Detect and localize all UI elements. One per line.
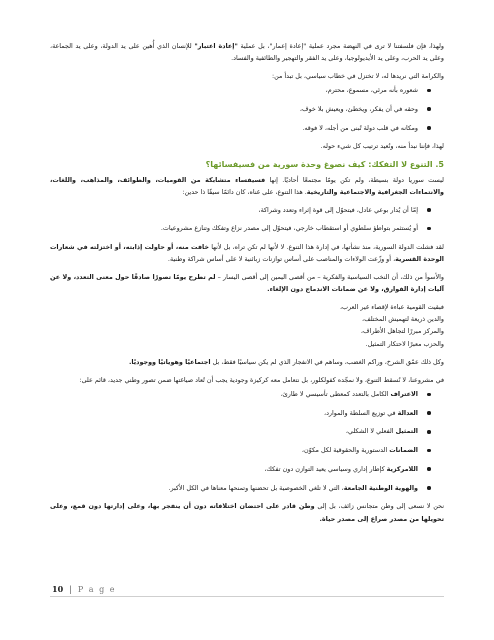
paragraph-conclusion: نحن لا نسعى إلى وطن متجانس زائف، بل إلى وطن قادر على احتضان اختلافاته دون أن ينفجر بها، وعلى إدارتها دون قمع، وعلى تحويلها من مصدر صراع إلى مصدر حياة. — [50, 502, 444, 523]
paragraph-mosaic: ليست سوريا دولة بسيطة، ولم تكن يومًا مجتمعًا أحاديًا. إنها فسيفساء متشابكة من القوميات، والطوائف، والمذاهب، واللغات، والانتماءات الجغرافية والاجتماعية والتاريخية. هذا التنوع، على غناه، كان دائمًا سيفًا ذا حدين: — [50, 175, 444, 197]
page-number: 10 — [52, 584, 64, 594]
page-footer — [52, 584, 116, 594]
footer-divider — [50, 596, 444, 597]
list-item: العدالة في توزيع السلطة والموارد، — [50, 407, 418, 419]
list-item: الاعتراف الكامل بالتعدد كمعطى تأسيسي لا طارئ، — [50, 388, 418, 400]
dignity-list — [50, 84, 444, 134]
paragraph-state-failure: لقد فشلت الدولة السورية، منذ نشأتها، في إدارة هذا التنوع. لا لأنها لم تكن تراه، بل لأنها خافت منه، أو حاولت إذابته، أو اختزلته في شعارات الوحدة القسرية، أو وزّعت الولاءات والمناصب على أساس توازنات زبائنية لا على أساس شراكة وطنية. — [50, 242, 444, 264]
text-line: والمركز مبررًا لتجاهل الأطراف، — [360, 327, 444, 336]
list-item: شعوره بأنه مرئي، مسموع، محترم، — [50, 84, 418, 96]
paragraph-our-project: في مشروعنا، لا نُسقط التنوع، ولا نمجّده كفولكلور، بل نتعامل معه كركيزة وجودية يجب أن تُعاد صياغتها ضمن تصور وطني جديد، قائم على: — [79, 375, 444, 384]
list-item: ومكانه في قلب دولة تُبنى من أجله، لا فوقه. — [50, 122, 418, 134]
section-heading: 5. التنوع لا التفكك: كيف نصوغ وحدة سورية من فسيفسائها؟ — [205, 159, 444, 169]
list-item: الضمانات الدستورية والحقوقية لكل مكوّن، — [50, 444, 418, 456]
paragraph-start-from-him: لهذا، فإننا نبدأ منه، ونُعيد ترتيب كل شيء حوله. — [320, 142, 444, 151]
paragraph-dignity-intro: ولهذا، فإن فلسفتنا لا ترى في النهضة مجرد عملية "إعادة إعمار"، بل عملية "إعادة اعتبار" للإنسان الذي أُهين على يد الدولة، وعلى يد الجماعة، وعلى يد الحرب، وعلى يد الأيديولوجيا، وعلى يد الفقر والتهجير والطائفية والفساد. — [50, 42, 444, 63]
diversity-outcomes-list — [50, 204, 444, 235]
list-item: وحقه في أن يفكر، ويخطئ، ويعيش بلا خوف، — [50, 103, 418, 115]
footer-separator: | — [69, 584, 72, 594]
principles-list — [50, 388, 444, 494]
text-line: والدين ذريعة لتهميش المختلف، — [362, 314, 444, 323]
list-item: إمّا أن يُدار بوعي عادل، فيتحوّل إلى قوة إثراء وتعدد وشراكة، — [50, 204, 418, 216]
text-line: والحزب معبرًا لاحتكار التمثيل. — [365, 339, 444, 348]
list-item: التمثيل الفعلي لا الشكلي، — [50, 425, 418, 437]
list-item: أو يُستثمر بتواطؤ سلطوي أو استقطاب خارجي، فيتحوّل إلى مصدر نزاع وتفكك وتنازع مشروعيات. — [50, 222, 418, 234]
page-label: P a g e — [77, 584, 116, 594]
paragraph-dignity-lead: والكرامة التي نريدها له، لا تختزل في خطاب سياسي، بل تبدأ من: — [271, 71, 444, 80]
list-item: والهوية الوطنية الجامعة، التي لا تلغي الخصوصية بل تحضنها وتمنحها معناها في الكل الأكبر. — [50, 482, 418, 494]
exclusion-lines — [50, 301, 444, 351]
list-item: اللامركزية كإطار إداري وسياسي يعيد التوازن دون تفكك، — [50, 463, 418, 475]
text-line: فبقيت القومية عباءة لإقصاء غير العرب، — [339, 302, 444, 311]
page-body — [50, 40, 444, 530]
paragraph-elites: والأسوأ من ذلك، أن النخب السياسية والفكرية – من أقصى اليمين إلى أقصى اليسار – لم تطرح يومًا تصورًا صادقًا حول معنى التعدد، ولا عن آليات إدارة الفوارق، ولا عن ضمانات الاندماج دون الإلغاء. — [50, 272, 445, 294]
paragraph-rift: وكل ذلك عمّق الشرخ، وراكم الغضب، وساهم في الانفجار الذي لم يكن سياسيًا فقط، بل اجتماعيًا وهوياتيًا ووجوديًا. — [128, 358, 444, 367]
